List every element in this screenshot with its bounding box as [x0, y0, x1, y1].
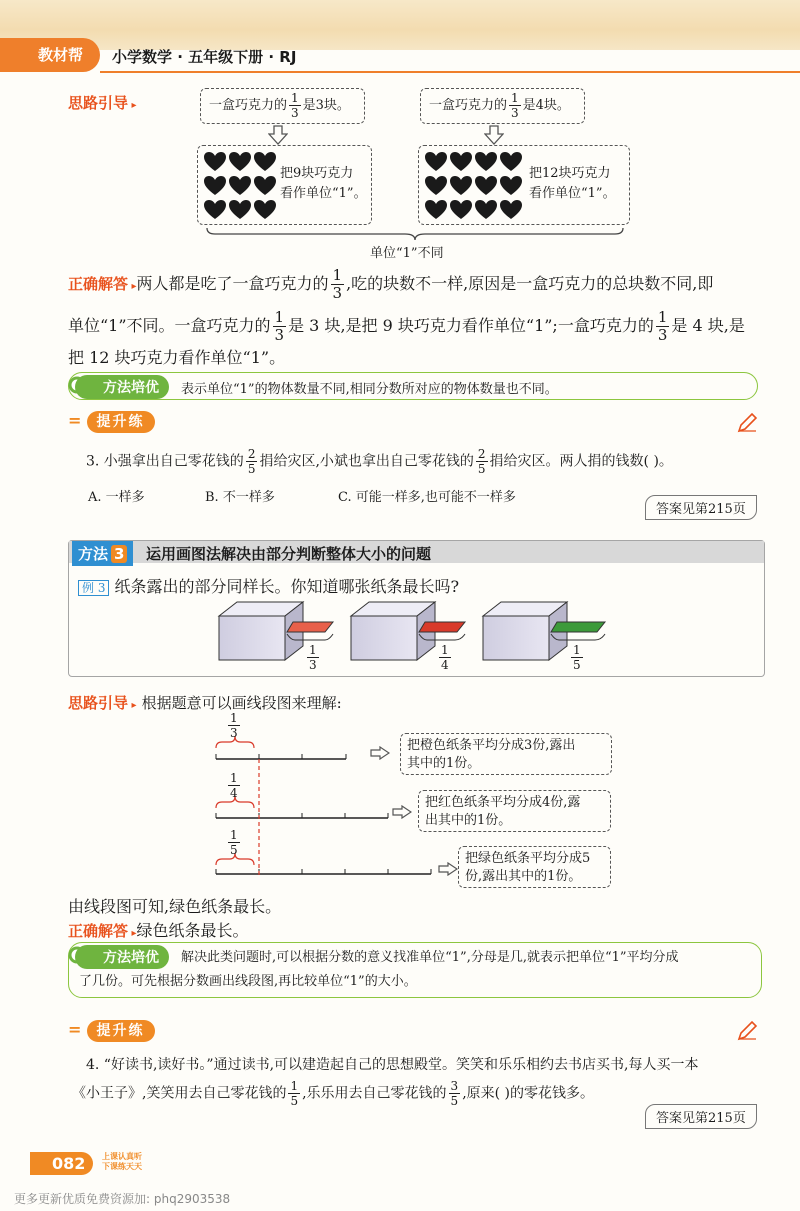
answer-text: 绿色纸条最长。: [136, 921, 249, 940]
pencil-icon: [736, 412, 758, 434]
right-chocolate-box: [418, 145, 630, 225]
brace: [205, 226, 625, 242]
premise-text: 是4块。: [522, 98, 570, 113]
header-background: [0, 0, 800, 50]
fraction: $\frac{1}{5}$: [290, 1079, 299, 1108]
book-title: 小学数学 · 五年级下册 · RJ: [112, 48, 297, 66]
segment-3-note: [458, 846, 611, 888]
segment-1-note: [400, 733, 612, 775]
question-text: ,原来( )的零花钱多。: [462, 1085, 595, 1102]
practice-header-2: = 提升练: [68, 1020, 155, 1040]
method-tip-1: [68, 372, 758, 400]
footer-slogan: 上课认真听 下课练天天: [102, 1152, 142, 1171]
example-tag: 例 3: [78, 580, 109, 596]
question-text: 《小王子》,笑笑用去自己零花钱的: [72, 1085, 287, 1102]
method-3-title: 运用画图法解决由部分判断整体大小的问题: [146, 545, 432, 563]
answer-block-1: [68, 268, 768, 373]
option-b: B. 不一样多: [205, 490, 275, 505]
down-arrow-icon: [268, 125, 288, 145]
note-line: 把橙色纸条平均分成3份,露出: [407, 738, 576, 753]
note-line: 把红色纸条平均分成4份,露: [425, 795, 581, 810]
tip-tag: 方法培优: [75, 375, 169, 399]
left-chocolate-box: [197, 145, 372, 225]
fraction: $\frac{1}{3}$: [511, 91, 519, 120]
page-number: 082: [30, 1152, 93, 1175]
conclusion: 由线段图可知,绿色纸条最长。: [68, 897, 282, 916]
right-arrow-icon: [438, 862, 458, 876]
premise-text: 是3块。: [302, 98, 350, 113]
note-line: 把绿色纸条平均分成5: [465, 851, 591, 866]
fraction: $\frac{1}{3}$: [657, 308, 668, 344]
practice-header-1: = 提升练: [68, 411, 155, 431]
down-arrow-icon: [484, 125, 504, 145]
question-text: ,乐乐用去自己零花钱的: [302, 1085, 447, 1102]
tip-text: 表示单位“1”的物体数量不同,相同分数所对应的物体数量也不同。: [181, 382, 558, 397]
watermark: 更多更新优质免费资源加: phq2903538: [14, 1192, 231, 1206]
practice-tag: 提升练: [87, 1020, 155, 1042]
header-rule: [100, 71, 800, 73]
segment-3-fraction: $\frac{1}{5}$: [230, 828, 238, 857]
right-premise-box: [420, 88, 585, 124]
segment-1-fraction: $\frac{1}{3}$: [230, 711, 238, 740]
answer-text: 把 12 块巧克力看作单位“1”。: [68, 348, 286, 367]
intro-text: 根据题意可以画线段图来理解:: [141, 694, 342, 712]
practice-tag: 提升练: [87, 411, 155, 433]
fraction: $\frac{3}{5}$: [450, 1079, 459, 1108]
fraction: $\frac{1}{3}$: [332, 266, 343, 302]
caption-line: 看作单位“1”。: [280, 186, 367, 201]
box-3: [483, 602, 605, 660]
method-tag: 方法 3: [72, 541, 133, 566]
note-line: 份,露出其中的1份。: [465, 869, 582, 884]
question-4-line-1: 4. “好读书,读好书。”通过读书,可以建造起自己的思想殿堂。笑笑和乐乐相约去书店买书,每人买一本: [86, 1057, 699, 1073]
caption-line: 把12块巧克力: [529, 166, 611, 181]
tip-text-line-1: 解决此类问题时,可以根据分数的意义找准单位“1”,分母是几,就表示把单位“1”平均分成: [181, 950, 679, 965]
caption-line: 把9块巧克力: [280, 166, 354, 181]
method-number: 3: [111, 545, 127, 563]
brace-note: 单位“1”不同: [370, 246, 444, 261]
fraction: $\frac{2}{5}$: [477, 447, 486, 476]
answer-text: 是 3 块,是把 9 块巧克力看作单位“1”;一盒巧克力的: [288, 316, 654, 335]
answer-text: 是 4 块,是: [671, 316, 745, 335]
brand-name: 教材帮: [38, 46, 84, 64]
answer-text: 单位“1”不同。一盒巧克力的: [68, 316, 271, 335]
question-4-line-2: [72, 1080, 594, 1107]
section-label-answer: 正确解答 ▸: [68, 922, 137, 940]
pencil-icon: [736, 1020, 758, 1042]
section-label-thinking: 思路引导 ▸: [68, 694, 137, 712]
box-3-fraction: $\frac{1}{5}$: [573, 643, 581, 672]
answer-text: ,吃的块数不一样,原因是一盒巧克力的总块数不同,即: [346, 274, 714, 293]
answer-reference: 答案见第215页: [645, 495, 757, 520]
question-3: [86, 448, 673, 475]
caption-line: 看作单位“1”。: [529, 186, 616, 201]
brand-tab: [0, 38, 100, 72]
left-caption: [280, 164, 367, 204]
method-tip-2: [68, 942, 762, 998]
chocolate-hearts-12: [423, 148, 529, 226]
answer-reference: 答案见第215页: [645, 1104, 757, 1129]
right-arrow-icon: [392, 805, 412, 819]
question-text: 捐给灾区,小斌也拿出自己零花钱的: [259, 453, 474, 470]
tip-text-line-2: 了几份。可先根据分数画出线段图,再比较单位“1”的大小。: [79, 974, 417, 989]
chocolate-hearts-9: [202, 148, 282, 226]
box-1-fraction: $\frac{1}{3}$: [309, 643, 317, 672]
question-text: 3. 小强拿出自己零花钱的: [86, 453, 244, 470]
answer-text: 两人都是吃了一盒巧克力的: [136, 274, 329, 293]
fraction: $\frac{1}{3}$: [291, 91, 299, 120]
paper-strip-boxes: [215, 598, 625, 678]
example-line: [78, 574, 459, 597]
premise-text: 一盒巧克力的: [209, 98, 288, 113]
segment-2-fraction: $\frac{1}{4}$: [230, 771, 238, 800]
right-caption: [529, 164, 616, 204]
tip-tag: 方法培优: [75, 945, 169, 969]
answer-block-2: [68, 918, 249, 941]
left-premise-box: [200, 88, 365, 124]
example-question: 纸条露出的部分同样长。你知道哪张纸条最长吗?: [114, 577, 460, 596]
section-label-thinking: 思路引导 ▸: [68, 92, 137, 113]
note-line: 出其中的1份。: [425, 813, 512, 828]
note-line: 其中的1份。: [407, 756, 481, 771]
fraction: $\frac{2}{5}$: [247, 447, 256, 476]
option-a: A. 一样多: [88, 490, 145, 505]
section-label-answer: 正确解答 ▸: [68, 275, 137, 293]
question-text: 捐给灾区。两人捐的钱数( )。: [489, 453, 673, 470]
section-2-intro: [68, 692, 342, 713]
option-c: C. 可能一样多,也可能不一样多: [338, 490, 516, 505]
right-arrow-icon: [370, 746, 390, 760]
fraction: $\frac{1}{3}$: [274, 308, 285, 344]
box-2-fraction: $\frac{1}{4}$: [441, 643, 449, 672]
segment-2-note: [418, 790, 611, 832]
premise-text: 一盒巧克力的: [429, 98, 508, 113]
